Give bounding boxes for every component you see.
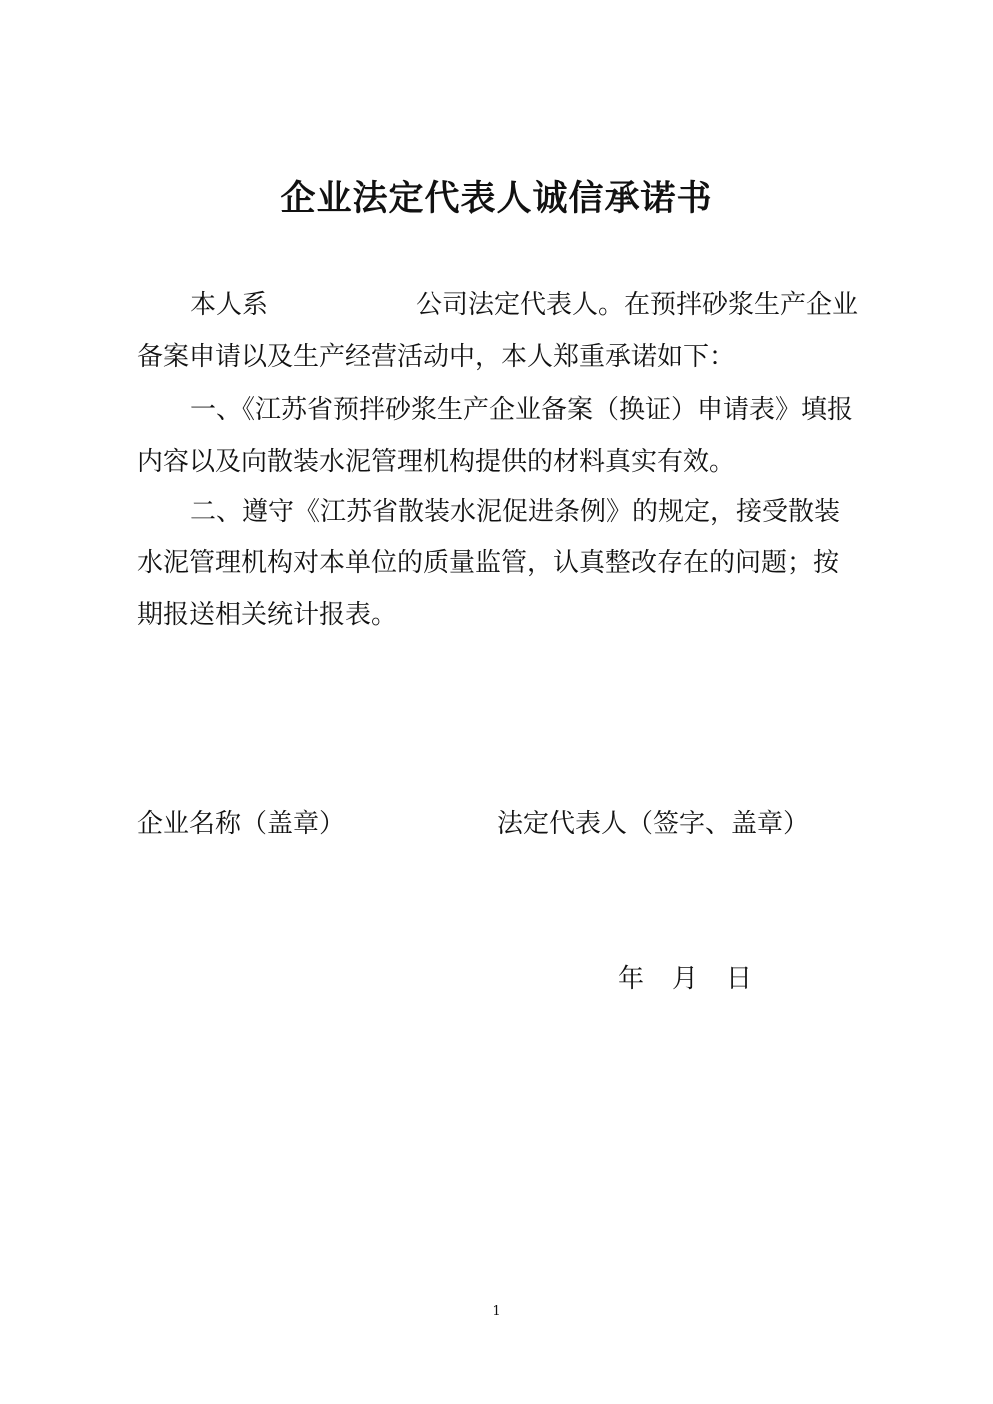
company-seal-label: 企业名称（盖章）: [137, 809, 346, 839]
document-title: 企业法定代表人诚信承诺书: [280, 178, 713, 219]
paragraph-1-line-2: 备案申请以及生产经营活动中，本人郑重承诺如下：: [137, 342, 736, 372]
date-year-label: 年: [618, 964, 645, 994]
representative-signature-label: 法定代表人（签字、盖章）: [497, 809, 810, 839]
paragraph-1-prefix: 本人系: [190, 290, 269, 320]
page-number: 1: [492, 1304, 501, 1319]
date-month-label: 月: [672, 964, 699, 994]
item-2-line-1: 二、遵守《江苏省散装水泥促进条例》的规定，接受散装: [190, 497, 841, 527]
paragraph-1-line-1: [190, 288, 858, 322]
date-day-label: 日: [726, 964, 753, 994]
paragraph-1-suffix: 公司法定代表人。在预拌砂浆生产企业: [416, 290, 859, 320]
item-1-line-1: 一、《江苏省预拌砂浆生产企业备案（换证）申请表》填报: [190, 395, 854, 425]
item-2-line-2: 水泥管理机构对本单位的质量监管，认真整改存在的问题；按: [137, 548, 840, 578]
date-line: [618, 962, 752, 996]
item-1-line-2: 内容以及向散装水泥管理机构提供的材料真实有效。: [137, 447, 736, 477]
item-2-line-3: 期报送相关统计报表。: [137, 600, 398, 630]
